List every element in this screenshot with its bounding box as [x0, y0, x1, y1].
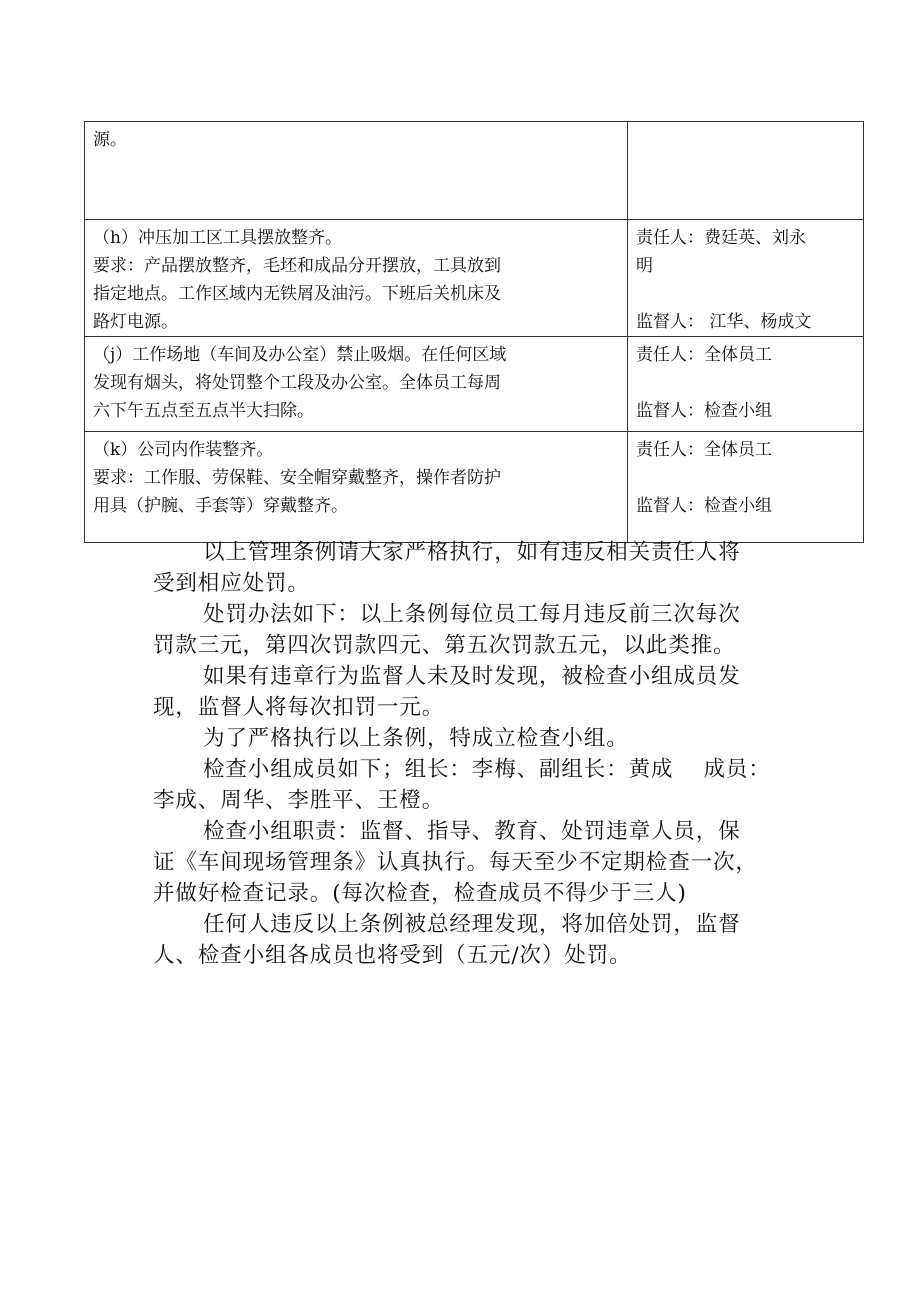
paragraph-line: 证《车间现场管理条》认真执行。每天至少不定期检查一次，: [153, 850, 758, 875]
responsible-person: 责任人：全体员工: [636, 440, 772, 460]
assignee-cell: [628, 122, 864, 220]
paragraph-inspection-group: [153, 723, 813, 754]
rule-title: （h）冲压加工区工具摆放整齐。: [93, 228, 342, 248]
paragraph-line: 罚款三元，第四次罚款四元、第五次罚款五元，以此类推。: [153, 633, 736, 658]
paragraph-line: 受到相应处罚。: [153, 571, 310, 596]
rule-text: 六下午五点至五点半大扫除。: [93, 401, 314, 421]
rule-cell: [85, 432, 628, 543]
rule-requirement: 路灯电源。: [93, 312, 178, 332]
paragraph-group-members: [153, 754, 813, 816]
table-row: [85, 122, 864, 220]
rule-title: （k）公司内作装整齐。: [93, 440, 274, 460]
rule-requirement: 指定地点。工作区域内无铁屑及油污。下班后关机床及: [93, 284, 501, 304]
responsible-person: 责任人：全体员工: [636, 345, 772, 365]
paragraph-line: 处罚办法如下：以上条例每位员工每月违反前三次每次: [203, 602, 741, 627]
rule-requirement: 要求：产品摆放整齐，毛坯和成品分开摆放，工具放到: [93, 256, 501, 276]
paragraph-line: 检查小组成员如下；组长：李梅、副组长：黄成 成员：: [203, 757, 771, 782]
paragraph-line: 李成、周华、李胜平、王橙。: [153, 788, 445, 813]
paragraph-line: 检查小组职责：监督、指导、教育、处罚违章人员，保: [203, 819, 741, 844]
paragraph-line: 如果有违章行为监督人未及时发现，被检查小组成员发: [203, 664, 741, 689]
paragraph-line: 人、检查小组各成员也将受到（五元/次）处罚。: [153, 943, 632, 968]
responsible-person: 明: [636, 256, 653, 276]
body-text: [153, 537, 813, 971]
rule-requirement: 用具（护腕、手套等）穿戴整齐。: [93, 496, 348, 516]
paragraph-line: 任何人违反以上条例被总经理发现，将加倍处罚，监督: [203, 912, 741, 937]
rule-cell: [85, 122, 628, 220]
paragraph-line: 并做好检查记录。(每次检查，检查成员不得少于三人): [153, 881, 687, 906]
paragraph-penalty-method: [153, 599, 813, 661]
paragraph-supervisor-penalty: [153, 661, 813, 723]
rules-table: [84, 121, 864, 543]
responsible-person: 责任人：费廷英、刘永: [636, 228, 806, 248]
rule-text: （j）工作场地（车间及办公室）禁止吸烟。在任何区域: [93, 345, 507, 365]
supervisor: 监督人：检查小组: [636, 401, 772, 421]
assignee-cell: [628, 337, 864, 432]
supervisor: 监督人：检查小组: [636, 496, 772, 516]
rule-cell: [85, 337, 628, 432]
paragraph-manager-penalty: [153, 909, 813, 971]
rule-text: 源。: [93, 130, 127, 150]
assignee-cell: [628, 220, 864, 337]
supervisor: 监督人： 江华、杨成文: [636, 312, 812, 332]
paragraph-enforcement: [153, 537, 813, 599]
table-row: [85, 432, 864, 543]
paragraph-line: 以上管理条例请大家严格执行，如有违反相关责任人将: [203, 540, 741, 565]
rule-cell: [85, 220, 628, 337]
paragraph-line: 现，监督人将每次扣罚一元。: [153, 695, 445, 720]
paragraph-line: 为了严格执行以上条例，特成立检查小组。: [203, 726, 629, 751]
table-row: [85, 220, 864, 337]
rule-requirement: 要求：工作服、劳保鞋、安全帽穿戴整齐，操作者防护: [93, 468, 501, 488]
rule-text: 发现有烟头，将处罚整个工段及办公室。全体员工每周: [93, 373, 501, 393]
paragraph-group-duties: [153, 816, 813, 909]
assignee-cell: [628, 432, 864, 543]
table-row: [85, 337, 864, 432]
